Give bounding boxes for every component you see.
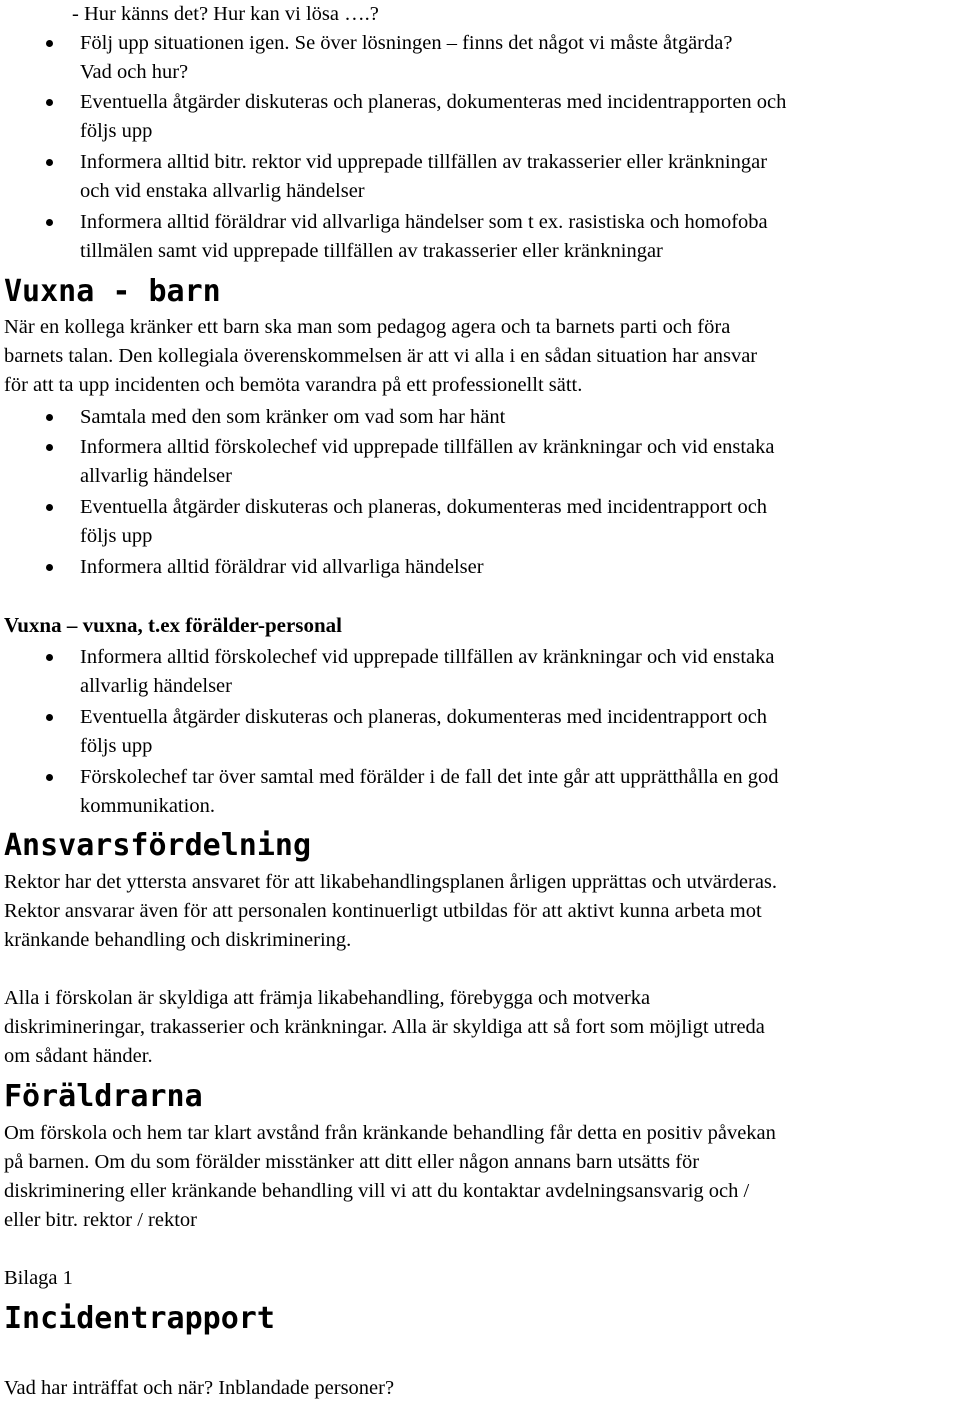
- bullet-icon: [46, 504, 53, 511]
- list-item-line: och vid enstaka allvarlig händelser: [80, 180, 365, 202]
- bullet-icon: [46, 219, 53, 226]
- bullet-icon: [46, 99, 53, 106]
- section-heading: Vuxna - barn: [4, 274, 221, 309]
- list-item-line: Informera alltid föräldrar vid allvarliga händelser: [80, 556, 484, 578]
- bullet-icon: [46, 444, 53, 451]
- bullet-icon: [46, 714, 53, 721]
- paragraph-line: diskrimineringar, trakasserier och kränkningar. Alla är skyldiga att så fort som möjligt utreda: [4, 1016, 765, 1038]
- list-item-line: allvarlig händelser: [80, 675, 232, 697]
- paragraph-line: för att ta upp incidenten och bemöta varandra på ett professionellt sätt.: [4, 374, 583, 396]
- list-item-line: följs upp: [80, 735, 153, 757]
- paragraph-line: kränkande behandling och diskriminering.: [4, 929, 352, 951]
- bullet-icon: [46, 414, 53, 421]
- bullet-icon: [46, 564, 53, 571]
- list-item-line: följs upp: [80, 120, 153, 142]
- appendix-label: Bilaga 1: [4, 1267, 73, 1289]
- dash-line: - Hur känns det? Hur kan vi lösa ….?: [72, 3, 379, 25]
- paragraph-line: Rektor har det yttersta ansvaret för att likabehandlingsplanen årligen upprättas och utvärderas.: [4, 871, 778, 893]
- paragraph-line: När en kollega kränker ett barn ska man som pedagog agera och ta barnets parti och föra: [4, 316, 731, 338]
- list-item-line: Informera alltid bitr. rektor vid upprepade tillfällen av trakasserier eller kränkningar: [80, 151, 768, 173]
- section-heading: Föräldrarna: [4, 1079, 203, 1114]
- list-item-line: Förskolechef tar över samtal med förälder i de fall det inte går att upprätthålla en god: [80, 766, 779, 788]
- list-item-line: kommunikation.: [80, 795, 215, 817]
- bullet-icon: [46, 654, 53, 661]
- list-item-line: Eventuella åtgärder diskuteras och planeras, dokumenteras med incidentrapporten och: [80, 91, 787, 113]
- list-item-line: Följ upp situationen igen. Se över lösningen – finns det något vi måste åtgärda?: [80, 32, 733, 54]
- list-item-line: Samtala med den som kränker om vad som har hänt: [80, 406, 506, 428]
- paragraph-line: Om förskola och hem tar klart avstånd från kränkande behandling får detta en positiv påvekan: [4, 1122, 776, 1144]
- paragraph-line: på barnen. Om du som förälder misstänker att ditt eller någon annans barn utsätts för: [4, 1151, 700, 1173]
- list-item-line: Informera alltid förskolechef vid upprepade tillfällen av kränkningar och vid enstaka: [80, 646, 775, 668]
- paragraph-line: eller bitr. rektor / rektor: [4, 1209, 197, 1231]
- list-item-line: Eventuella åtgärder diskuteras och planeras, dokumenteras med incidentrapport och: [80, 706, 768, 728]
- list-item-line: Informera alltid förskolechef vid upprepade tillfällen av kränkningar och vid enstaka: [80, 436, 775, 458]
- paragraph-line: Rektor ansvarar även för att personalen kontinuerligt utbildas för att aktivt kunna arbeta mot: [4, 900, 762, 922]
- list-item-line: tillmälen samt vid upprepade tillfällen av trakasserier eller kränkningar: [80, 240, 663, 262]
- paragraph-line: om sådant händer.: [4, 1045, 153, 1067]
- section-heading: Ansvarsfördelning: [4, 828, 312, 863]
- list-item-line: följs upp: [80, 525, 153, 547]
- paragraph-line: barnets talan. Den kollegiala överenskommelsen är att vi alla i en sådan situation har ansvar: [4, 345, 758, 367]
- section-heading: Incidentrapport: [4, 1301, 275, 1336]
- paragraph-line: Alla i förskolan är skyldiga att främja likabehandling, förebygga och motverka: [4, 987, 651, 1009]
- list-item-line: allvarlig händelser: [80, 465, 232, 487]
- section-heading: Vuxna – vuxna, t.ex förälder-personal: [4, 613, 342, 637]
- list-item-line: Informera alltid föräldrar vid allvarliga händelser som t ex. rasistiska och homofoba: [80, 211, 768, 233]
- bullet-icon: [46, 40, 53, 47]
- bullet-icon: [46, 774, 53, 781]
- list-item-line: Vad och hur?: [80, 61, 189, 83]
- paragraph-line: diskriminering eller kränkande behandling vill vi att du kontaktar avdelningsansvarig och /: [4, 1180, 750, 1202]
- form-question: Vad har inträffat och när? Inblandade personer?: [4, 1377, 395, 1399]
- bullet-icon: [46, 159, 53, 166]
- list-item-line: Eventuella åtgärder diskuteras och planeras, dokumenteras med incidentrapport och: [80, 496, 768, 518]
